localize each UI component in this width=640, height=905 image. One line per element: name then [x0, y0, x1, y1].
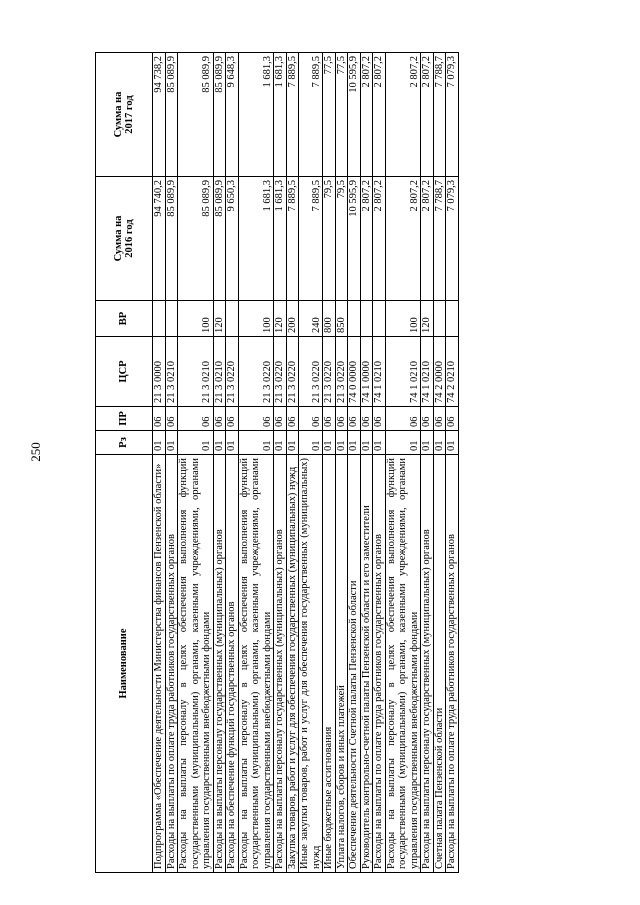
- cell-pr: 06: [433, 407, 446, 431]
- cell-sum-2016: 10 595,9: [348, 177, 361, 301]
- cell-sum-2016: 79,5: [323, 177, 336, 301]
- cell-pr: 06: [178, 407, 214, 431]
- cell-pr: 06: [226, 407, 239, 431]
- cell-pr: 06: [299, 407, 323, 431]
- table-row: [178, 53, 214, 873]
- cell-vr: [373, 301, 386, 337]
- cell-rz: 01: [165, 431, 178, 455]
- cell-sum-2017: 2 807,2: [373, 53, 386, 177]
- cell-csr: 21 3 0220: [335, 337, 348, 407]
- cell-sum-2017: 2 807,2: [385, 53, 421, 177]
- cell-name: Иные закупки товаров, работ и услуг для обеспечения государственных (муниципальных) нужд: [299, 455, 323, 873]
- table-row: [335, 53, 348, 873]
- cell-csr: 74 1 0210: [385, 337, 421, 407]
- cell-vr: [153, 301, 166, 337]
- cell-name: Расходы на выплаты по оплате труда работников государственных органов: [373, 455, 386, 873]
- cell-sum-2017: 2 807,2: [421, 53, 434, 177]
- cell-name: Расходы на выплаты персоналу государственных (муниципальных) органов: [274, 455, 287, 873]
- cell-rz: 01: [274, 431, 287, 455]
- cell-pr: 06: [153, 407, 166, 431]
- cell-rz: 01: [178, 431, 214, 455]
- cell-sum-2016: 85 089,9: [165, 177, 178, 301]
- cell-sum-2017: 7 889,5: [286, 53, 299, 177]
- cell-name: Расходы на выплаты персоналу в целях обеспечения выполнения функций государственными (муниципальными) органами, казенными учреждениями, органами управления государственными внебюджетными фондами: [238, 455, 274, 873]
- table-row: [421, 53, 434, 873]
- cell-pr: 06: [286, 407, 299, 431]
- cell-csr: 21 3 0220: [299, 337, 323, 407]
- cell-csr: 21 3 0210: [213, 337, 226, 407]
- cell-sum-2016: 9 650,3: [226, 177, 239, 301]
- cell-pr: 06: [213, 407, 226, 431]
- cell-name: Расходы на выплаты по оплате труда работников государственных органов: [446, 455, 459, 873]
- cell-vr: 100: [385, 301, 421, 337]
- cell-pr: 06: [238, 407, 274, 431]
- cell-sum-2016: 85 089,9: [213, 177, 226, 301]
- table-row: [226, 53, 239, 873]
- cell-sum-2017: 9 648,3: [226, 53, 239, 177]
- cell-vr: 100: [178, 301, 214, 337]
- cell-pr: 06: [348, 407, 361, 431]
- cell-sum-2017: 2 807,2: [360, 53, 373, 177]
- table-header-row: [96, 53, 153, 873]
- header-csr: ЦСР: [96, 337, 153, 407]
- header-sum-2016-line1: Сумма на: [112, 215, 124, 262]
- cell-rz: 01: [226, 431, 239, 455]
- cell-sum-2017: 1 681,3: [238, 53, 274, 177]
- table-body: [153, 53, 459, 873]
- cell-vr: [433, 301, 446, 337]
- cell-vr: 120: [274, 301, 287, 337]
- cell-rz: 01: [433, 431, 446, 455]
- header-sum-2017-line2: 2017 год: [124, 95, 135, 134]
- cell-sum-2017: 7 788,7: [433, 53, 446, 177]
- table-row: [446, 53, 459, 873]
- cell-name: Расходы на выплаты персоналу государственных (муниципальных) органов: [421, 455, 434, 873]
- cell-vr: [165, 301, 178, 337]
- cell-vr: 240: [299, 301, 323, 337]
- cell-sum-2017: 85 089,9: [213, 53, 226, 177]
- cell-rz: 01: [213, 431, 226, 455]
- cell-sum-2016: 79,5: [335, 177, 348, 301]
- cell-rz: 01: [385, 431, 421, 455]
- cell-vr: 850: [335, 301, 348, 337]
- cell-rz: 01: [421, 431, 434, 455]
- cell-name: Счетная палата Пензенской области: [433, 455, 446, 873]
- cell-sum-2016: 1 681,3: [274, 177, 287, 301]
- cell-vr: 100: [238, 301, 274, 337]
- cell-sum-2016: 7 889,5: [286, 177, 299, 301]
- cell-csr: 21 3 0220: [286, 337, 299, 407]
- cell-vr: 200: [286, 301, 299, 337]
- table-row: [360, 53, 373, 873]
- cell-vr: 120: [421, 301, 434, 337]
- cell-sum-2017: 7 079,3: [446, 53, 459, 177]
- cell-csr: 21 3 0000: [153, 337, 166, 407]
- cell-sum-2016: 2 807,2: [385, 177, 421, 301]
- cell-pr: 06: [165, 407, 178, 431]
- header-sum-2016-line2: 2016 год: [124, 219, 135, 258]
- cell-pr: 06: [323, 407, 336, 431]
- cell-sum-2017: 85 089,9: [165, 53, 178, 177]
- cell-csr: 74 0 0000: [348, 337, 361, 407]
- header-sum-2016: [96, 177, 153, 301]
- cell-csr: 21 3 0220: [226, 337, 239, 407]
- table-row: [165, 53, 178, 873]
- cell-rz: 01: [446, 431, 459, 455]
- header-pr: ПР: [96, 407, 153, 431]
- cell-vr: [360, 301, 373, 337]
- cell-sum-2016: 85 089,9: [178, 177, 214, 301]
- cell-sum-2017: 85 089,9: [178, 53, 214, 177]
- table-row: [299, 53, 323, 873]
- cell-name: Расходы на обеспечение функций государственных органов: [226, 455, 239, 873]
- cell-name: Иные бюджетные ассигнования: [323, 455, 336, 873]
- cell-name: Обеспечение деятельности Счетной палаты Пензенской области: [348, 455, 361, 873]
- cell-name: Руководитель контрольно-счетной палаты Пензенской области и его заместители: [360, 455, 373, 873]
- cell-pr: 06: [274, 407, 287, 431]
- cell-rz: 01: [360, 431, 373, 455]
- cell-pr: 06: [360, 407, 373, 431]
- cell-name: Уплата налогов, сборов и иных платежей: [335, 455, 348, 873]
- table-row: [238, 53, 274, 873]
- cell-name: Расходы на выплаты по оплате труда работников государственных органов: [165, 455, 178, 873]
- cell-sum-2017: 7 889,5: [299, 53, 323, 177]
- cell-sum-2016: 94 740,2: [153, 177, 166, 301]
- cell-name: Расходы на выплаты персоналу в целях обеспечения выполнения функций государственными (муниципальными) органами, казенными учреждениями, органами управления государственными внебюджетными фондами: [178, 455, 214, 873]
- cell-rz: 01: [153, 431, 166, 455]
- table-row: [373, 53, 386, 873]
- cell-csr: 74 2 0210: [446, 337, 459, 407]
- cell-vr: 800: [323, 301, 336, 337]
- cell-rz: 01: [373, 431, 386, 455]
- cell-rz: 01: [348, 431, 361, 455]
- cell-sum-2016: 7 079,3: [446, 177, 459, 301]
- table-row: [385, 53, 421, 873]
- table-row: [213, 53, 226, 873]
- cell-vr: [446, 301, 459, 337]
- cell-rz: 01: [335, 431, 348, 455]
- cell-sum-2016: 2 807,2: [360, 177, 373, 301]
- cell-csr: 74 1 0000: [360, 337, 373, 407]
- cell-name: Расходы на выплаты персоналу в целях обеспечения выполнения функций государственными (муниципальными) органами, казенными учреждениями, органами управления государственными внебюджетными фондами: [385, 455, 421, 873]
- cell-rz: 01: [323, 431, 336, 455]
- table-row: [433, 53, 446, 873]
- cell-name: Закупка товаров, работ и услуг для обеспечения государственных (муниципальных) нужд: [286, 455, 299, 873]
- cell-pr: 06: [373, 407, 386, 431]
- header-name: Наименование: [96, 455, 153, 873]
- cell-sum-2017: 94 738,2: [153, 53, 166, 177]
- cell-csr: 21 3 0210: [178, 337, 214, 407]
- cell-sum-2017: 1 681,3: [274, 53, 287, 177]
- cell-pr: 06: [385, 407, 421, 431]
- cell-sum-2016: 2 807,2: [421, 177, 434, 301]
- cell-sum-2017: 77,5: [335, 53, 348, 177]
- cell-sum-2016: 7 788,7: [433, 177, 446, 301]
- cell-csr: 74 1 0210: [421, 337, 434, 407]
- header-vr: ВР: [96, 301, 153, 337]
- table-row: [348, 53, 361, 873]
- cell-pr: 06: [335, 407, 348, 431]
- cell-sum-2016: 2 807,2: [373, 177, 386, 301]
- cell-csr: 74 2 0000: [433, 337, 446, 407]
- cell-name: Расходы на выплаты персоналу государственных (муниципальных) органов: [213, 455, 226, 873]
- table-row: [153, 53, 166, 873]
- rotated-page-content: [95, 52, 459, 873]
- cell-csr: 74 1 0210: [373, 337, 386, 407]
- cell-csr: 21 3 0210: [165, 337, 178, 407]
- budget-table: [95, 52, 459, 873]
- header-sum-2017-line1: Сумма на: [112, 91, 124, 138]
- cell-sum-2017: 77,5: [323, 53, 336, 177]
- header-sum-2017: [96, 53, 153, 177]
- cell-name: Подпрограмма «Обеспечение деятельности Министерства финансов Пензенской области»: [153, 455, 166, 873]
- table-row: [286, 53, 299, 873]
- cell-sum-2016: 7 889,5: [299, 177, 323, 301]
- cell-vr: [226, 301, 239, 337]
- cell-vr: [348, 301, 361, 337]
- page-number: 250: [28, 442, 43, 462]
- cell-sum-2017: 10 595,9: [348, 53, 361, 177]
- cell-vr: 120: [213, 301, 226, 337]
- cell-rz: 01: [286, 431, 299, 455]
- cell-csr: 21 3 0220: [238, 337, 274, 407]
- cell-rz: 01: [299, 431, 323, 455]
- cell-sum-2016: 1 681,3: [238, 177, 274, 301]
- table-row: [274, 53, 287, 873]
- header-rz: Рз: [96, 431, 153, 455]
- cell-pr: 06: [446, 407, 459, 431]
- cell-csr: 21 3 0220: [323, 337, 336, 407]
- cell-rz: 01: [238, 431, 274, 455]
- table-row: [323, 53, 336, 873]
- cell-pr: 06: [421, 407, 434, 431]
- cell-csr: 21 3 0220: [274, 337, 287, 407]
